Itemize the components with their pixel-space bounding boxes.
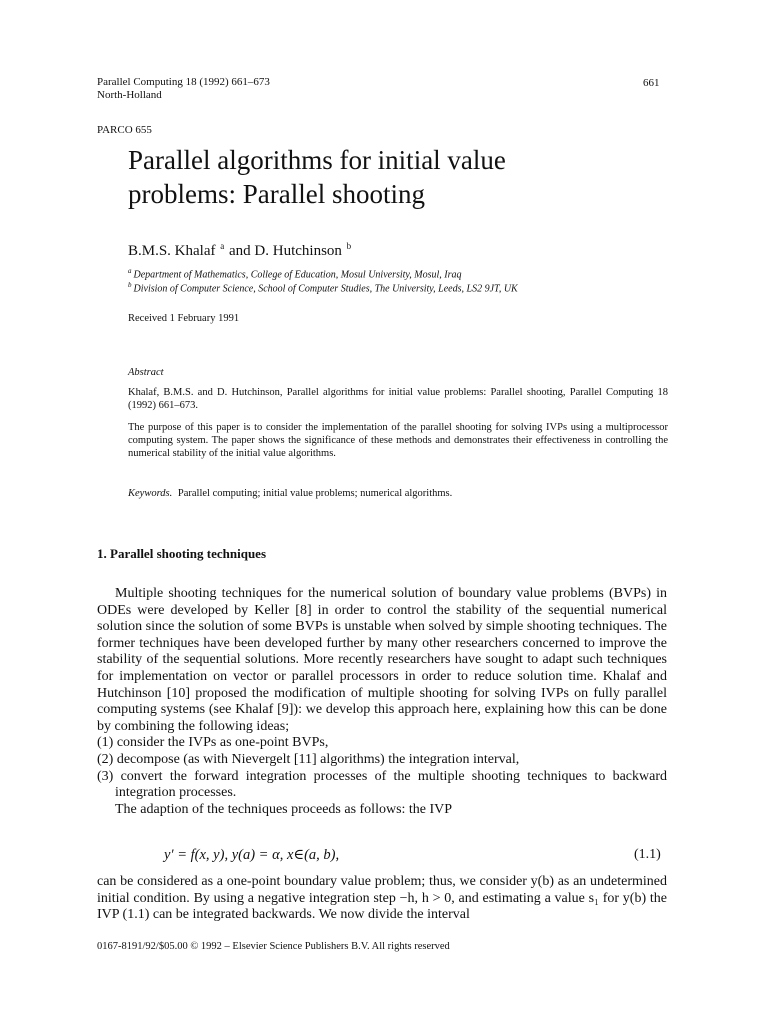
- abstract-text: The purpose of this paper is to consider the implementation of the parallel shooting for solving IVPs using a multiprocessor computing system. The paper shows the significance of these methods and demonstrates their effectiveness in controlling the numerical stability of the initial value algorithms.: [128, 422, 668, 459]
- paragraph-1: Multiple shooting techniques for the numerical solution of boundary value problems (BVPs) in ODEs were developed by Keller [8] in order to control the stability of the sequential numerical solution since the solution of some BVPs is unstable when solved by simple shooting techniques. The former techniques have been developed further by many other researchers concerned to improve the stability of the sequential solutions. More recently researchers have sought to adapt such techniques for implementation on vector or parallel processors in order to reduce solution time. Khalaf and Hutchinson [10] proposed the modification of multiple shooting for solving IVPs on fully parallel computing systems (see Khalaf [9]): we develop this approach here, explaining how this can be done by combining the following ideas;: [97, 586, 667, 734]
- title-line-2: problems: Parallel shooting: [128, 179, 425, 209]
- paper-title: [128, 143, 688, 211]
- copyright-footer: 0167-8191/92/$05.00 © 1992 – Elsevier Science Publishers B.V. All rights reserved: [97, 941, 450, 952]
- affiliation-a-mark: a: [128, 267, 132, 275]
- abstract-heading: Abstract: [128, 367, 164, 378]
- author-1: B.M.S. Khalaf: [128, 243, 216, 259]
- author-2: D. Hutchinson: [254, 243, 342, 259]
- received-date: Received 1 February 1991: [128, 313, 240, 324]
- affiliation-a-text: Department of Mathematics, College of Education, Mosul University, Mosul, Iraq: [133, 269, 462, 281]
- equation-number: (1.1): [634, 847, 661, 862]
- list-item: (1) consider the IVPs as one-point BVPs,: [97, 735, 329, 751]
- keywords-label: Keywords.: [128, 488, 173, 499]
- keywords: [128, 488, 452, 499]
- paragraph-3: can be considered as a one-point boundary value problem; thus, we consider y(b) as an undetermined initial condition. By using a negative integration step −h, h > 0, and estimating a value s₁ for y(b) the IVP (1.1) can be integrated backwards. We now divide the interval: [97, 874, 667, 923]
- list-item: (2) decompose (as with Nievergelt [11] algorithms) the integration interval,: [97, 751, 520, 767]
- affiliation-b: [128, 281, 518, 294]
- affiliation-a: [128, 267, 462, 280]
- list-item: (3) convert the forward integration processes of the multiple shooting techniques to backward integration processes.: [97, 768, 667, 801]
- journal-info: [97, 76, 270, 102]
- journal-citation: Parallel Computing 18 (1992) 661–673: [97, 76, 270, 88]
- keywords-text: Parallel computing; initial value problems; numerical algorithms.: [177, 488, 453, 499]
- title-line-1: Parallel algorithms for initial value: [128, 145, 506, 175]
- equation-1-1: y′ = f(x, y), y(a) = α, x∈(a, b),: [164, 847, 340, 863]
- section-heading: 1. Parallel shooting techniques: [97, 546, 267, 561]
- paragraph-2: The adaption of the techniques proceeds as follows: the IVP: [115, 801, 453, 817]
- page-number: 661: [643, 77, 660, 89]
- publisher: North-Holland: [97, 89, 162, 101]
- article-code: PARCO 655: [97, 124, 152, 136]
- section-body: [97, 586, 667, 818]
- and-word: and: [229, 243, 251, 259]
- author-2-mark: b: [346, 241, 352, 251]
- abstract-citation: Khalaf, B.M.S. and D. Hutchinson, Parallel algorithms for initial value problems: Parallel shooting, Parallel Computing 18 (1992) 661–673.: [128, 387, 668, 411]
- author-1-mark: a: [220, 241, 225, 251]
- authors: [128, 241, 352, 260]
- affiliation-b-mark: b: [128, 281, 132, 289]
- affiliation-b-text: Division of Computer Science, School of Computer Studies, The University, Leeds, LS2 9JT, UK: [133, 283, 518, 295]
